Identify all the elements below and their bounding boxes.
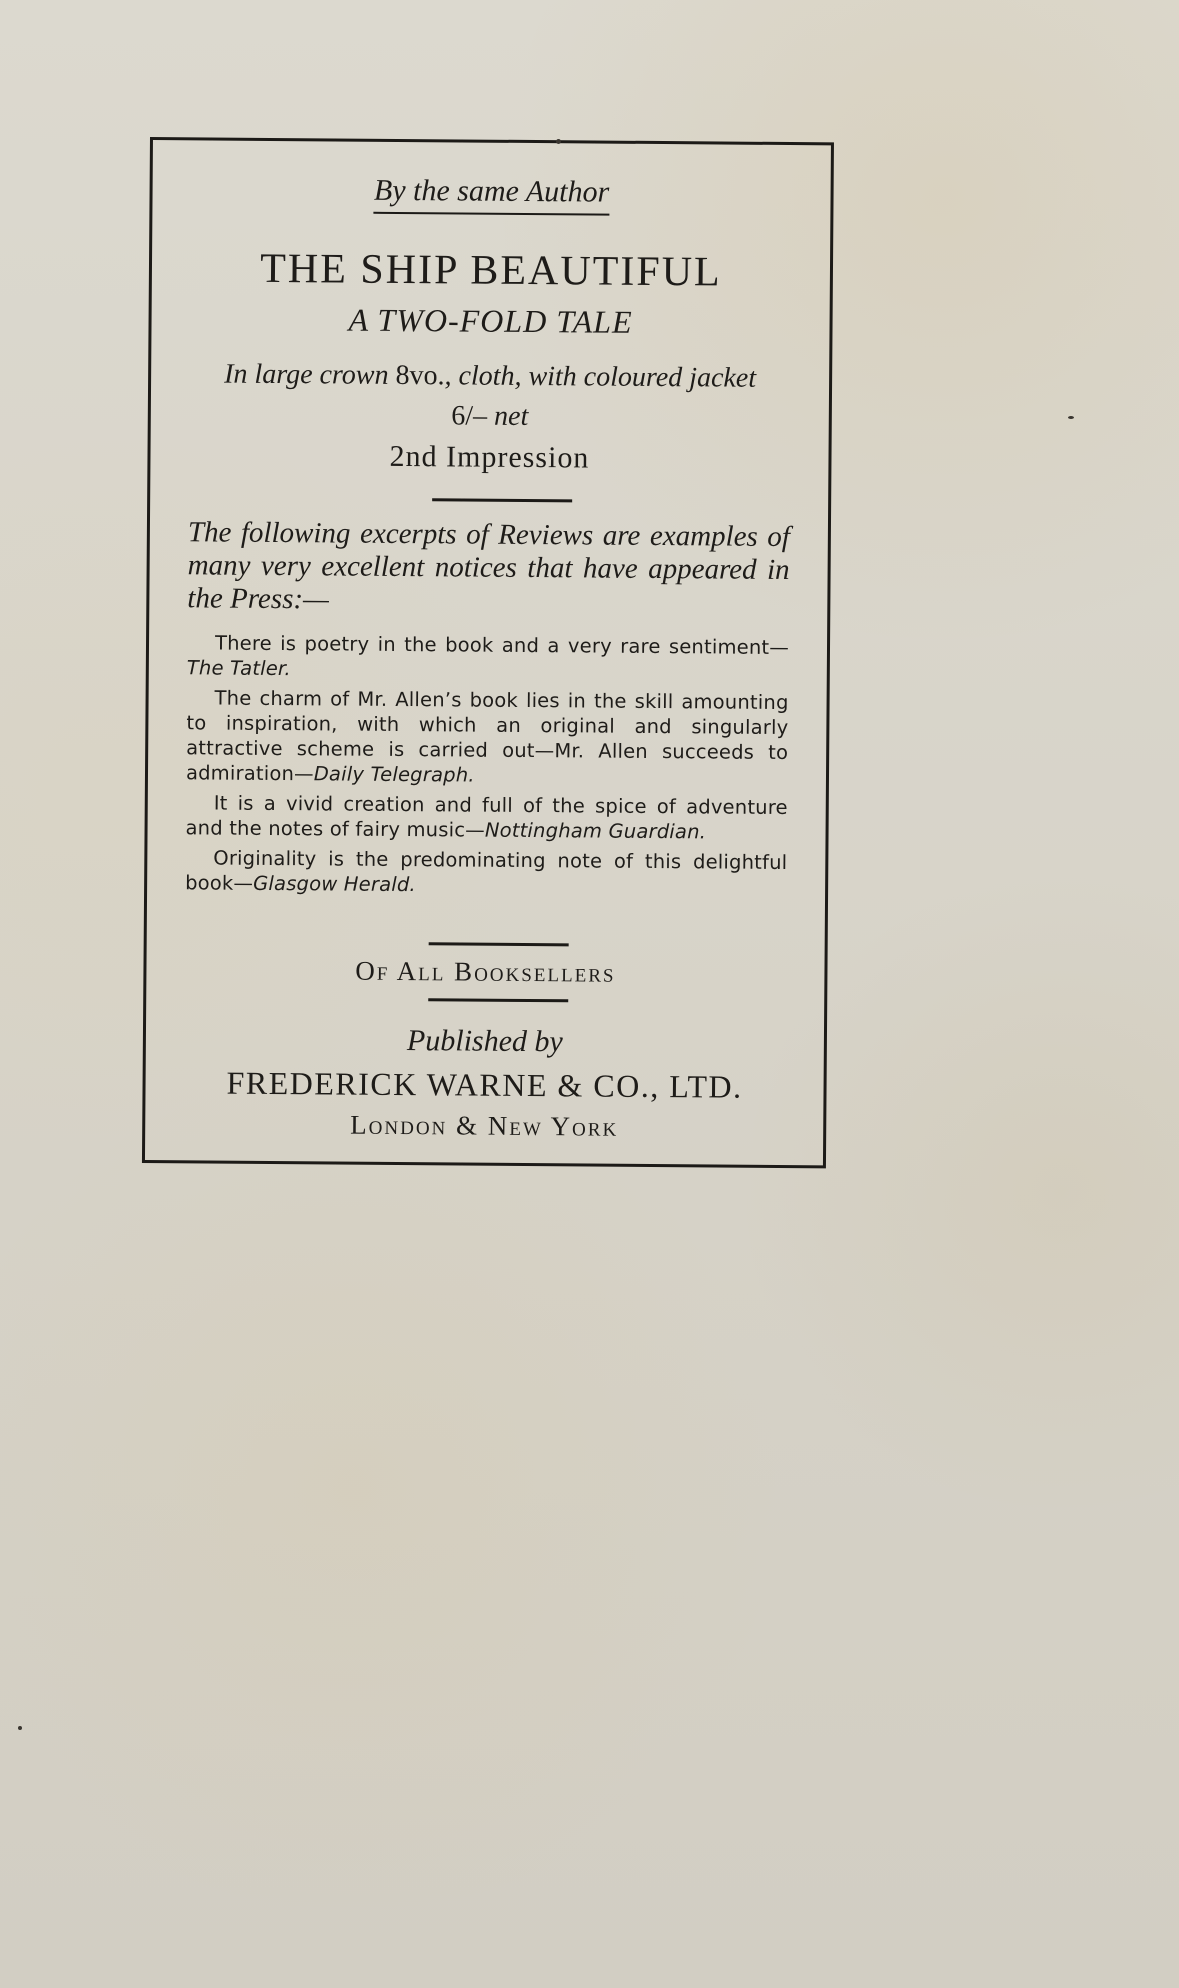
format-prefix: In large crown — [224, 358, 396, 391]
review-item — [185, 790, 787, 845]
by-same-author-text: By the same Author — [374, 174, 610, 216]
review-text: Originality is the predominating note of this delightful book— — [185, 846, 788, 895]
reviews-list — [185, 630, 789, 905]
divider-rule — [429, 942, 569, 946]
review-item — [186, 685, 789, 790]
review-item — [187, 630, 789, 685]
advertisement-box — [142, 137, 834, 1168]
divider-rule — [428, 998, 568, 1002]
format-8vo: 8vo. — [395, 359, 445, 392]
booksellers-line: Of All Booksellers — [355, 955, 616, 988]
review-source: Glasgow Herald. — [253, 871, 416, 897]
publisher-name: FREDERICK WARNE & CO., LTD. — [226, 1064, 743, 1105]
review-text: There is poetry in the book and a very rare sentiment— — [214, 631, 790, 660]
review-source: The Tatler. — [186, 656, 291, 681]
published-by-label: Published by — [406, 1024, 563, 1059]
price — [151, 398, 829, 435]
review-item — [185, 845, 787, 900]
edition-format — [151, 358, 829, 395]
publisher-location: London & New York — [350, 1109, 619, 1142]
impression: 2nd Impression — [389, 439, 590, 475]
reviews-intro: The following excerpts of Reviews are examples of many very excellent notices that have appeared in the Press:— — [187, 516, 791, 616]
book-subtitle: A TWO-FOLD TALE — [348, 301, 633, 340]
review-source: Nottingham Guardian. — [484, 818, 707, 844]
price-net: net — [493, 400, 529, 432]
price-value: 6/– — [451, 400, 488, 432]
book-title: THE SHIP BEAUTIFUL — [260, 245, 722, 296]
review-text: The charm of Mr. Allen’s book lies in the skill amounting to inspiration, with which an original and singularly attractive scheme is carried out—Mr. Allen succeeds to admiration— — [185, 686, 789, 786]
paper-speck — [1068, 416, 1074, 419]
format-suffix: , cloth, with coloured jacket — [444, 360, 757, 394]
review-source: Daily Telegraph. — [313, 762, 475, 787]
divider-rule — [432, 498, 572, 502]
by-same-author-heading — [152, 172, 830, 217]
paper-speck — [556, 139, 561, 144]
review-text: It is a vivid creation and full of the spice of adventure and the notes of fairy music— — [185, 791, 788, 842]
paper-speck — [18, 1726, 22, 1730]
